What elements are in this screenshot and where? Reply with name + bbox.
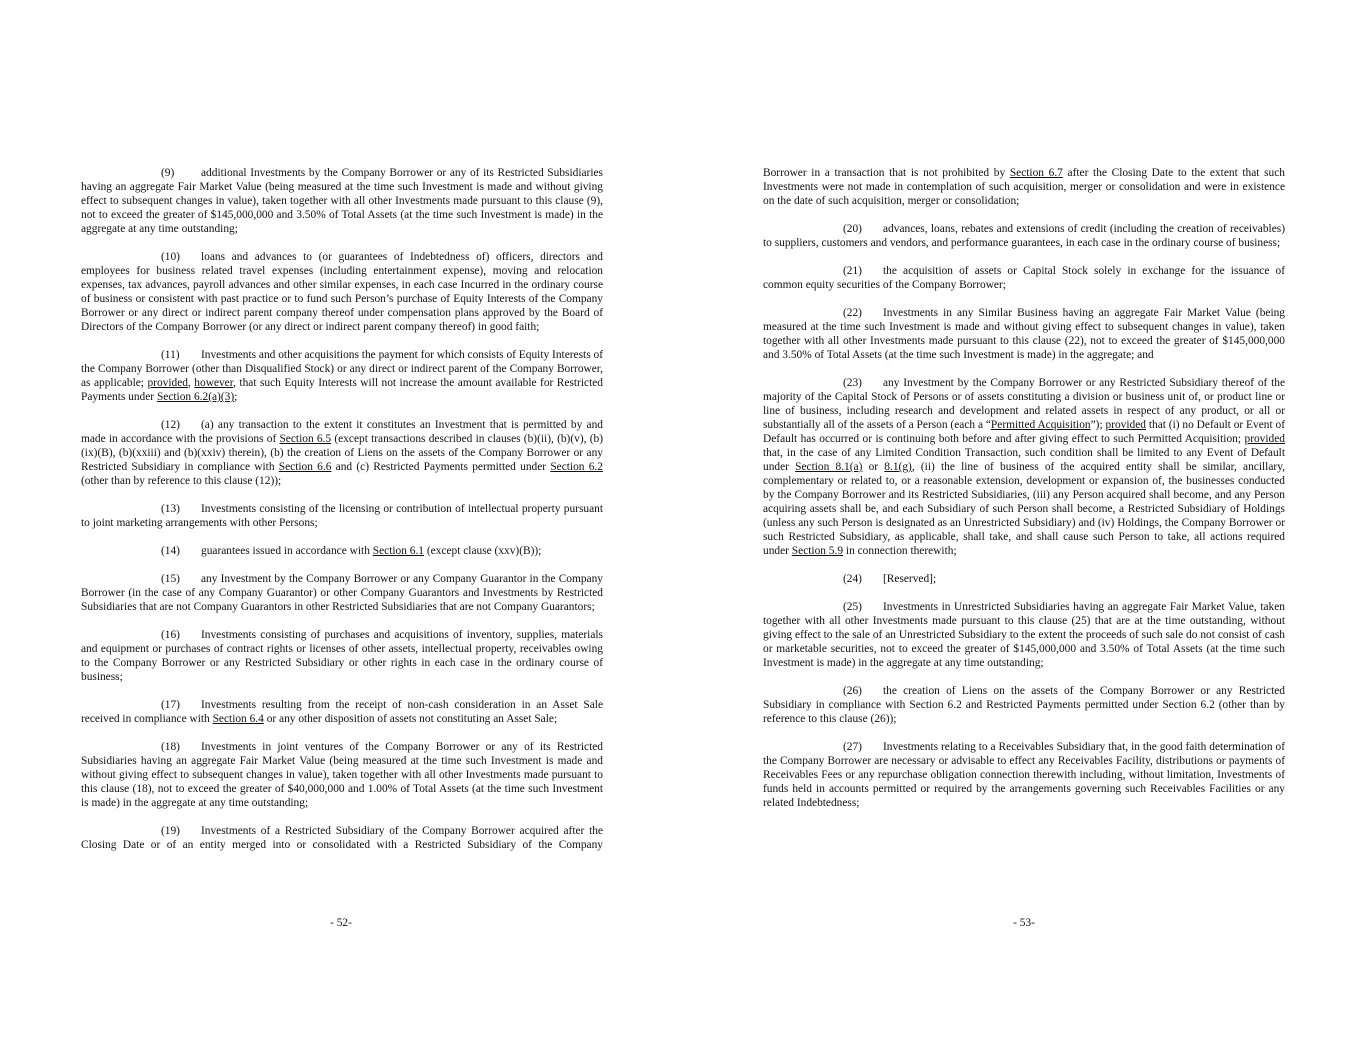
- page-53: [683, 0, 1365, 1055]
- clause-23: (23) any Investment by the Company Borrower or any Restricted Subsidiary thereof of the majority of the Capital Stock of Persons or of assets constituting a division or business unit of, or product line or line of business, including research and development and related assets in respect of any product, or all or substantially all of the assets of a Person (each a “Permitted Acquisition”); provided that (i) no Default or Event of Default has occurred or is continuing both before and after giving effect to such Permitted Acquisition; provided that, in the case of any Limited Condition Transaction, such condition shall be limited to any Event of Default under Section 8.1(a) or 8.1(g), (ii) the line of business of the acquired entity shall be similar, ancillary, complementary or related to, or a reasonable extension, development or expansion of, the businesses conducted by the Company Borrower and its Restricted Subsidiaries, (iii) any Person acquired shall become, and any Person acquiring assets shall be, and each Subsidiary of such Person shall become, a Restricted Subsidiary of Holdings (unless any such Person is designated as an Unrestricted Subsidiary) and (iv) Holdings, the Company Borrower or such Restricted Subsidiary, as applicable, shall take, and shall cause such Person to take, all actions required under Section 5.9 in connection therewith;: [763, 377, 1286, 557]
- clause-17: (17) Investments resulting from the receipt of non-cash consideration in an Asset Sale received in compliance with Section 6.4 or any other disposition of assets not constituting an Asset Sale;: [81, 699, 603, 725]
- permitted-acquisition-term: Permitted Acquisition: [990, 419, 1091, 431]
- clause-15: (15) any Investment by the Company Borrower or any Company Guarantor in the Company Borrower (in the case of any Company Guarantor) or other Company Guarantors and Investments by Restricted Subsidiaries that are not Company Guarantors in other Restricted Subsidiaries that are not Company Guarantors;: [81, 573, 603, 613]
- section-ref-6-2[interactable]: Section 6.2: [550, 461, 603, 473]
- clause-16: (16) Investments consisting of purchases and acquisitions of inventory, supplies, materials and equipment or purchases of contract rights or licenses of other assets, intellectual property, receivables owing to the Company Borrower or any Restricted Subsidiary or other rights in each case in the ordinary course of business;: [81, 629, 603, 683]
- section-ref-6-1[interactable]: Section 6.1: [372, 545, 425, 557]
- clause-19-continued: Borrower in a transaction that is not prohibited by Section 6.7 after the Closing Date to the extent that such Investments were not made in contemplation of such acquisition, merger or consolidation and were in existence on the date of such acquisition, merger or consolidation;: [763, 167, 1285, 207]
- provided-term: provided: [1244, 433, 1285, 445]
- clause-10: (10) loans and advances to (or guarantees of Indebtedness of) officers, directors and employees for business related travel expenses (including entertainment expense), moving and relocation expenses, tax advances, payroll advances and other similar expenses, in each case Incurred in the ordinary course of business or consistent with past practice or to fund such Person’s purchase of Equity Interests of the Company Borrower or any direct or indirect parent company thereof under compensation plans approved by the Board of Directors of the Company Borrower (or any direct or indirect parent company thereof) in good faith;: [81, 251, 603, 333]
- clause-25: (25) Investments in Unrestricted Subsidiaries having an aggregate Fair Market Value, taken together with all other Investments made pursuant to this clause (25) that are at the time outstanding, without giving effect to the sale of an Unrestricted Subsidiary to the extent the proceeds of such sale do not consist of cash or marketable securities, not to exceed the greater of $145,000,000 and 3.50% of Total Assets (at the time such Investment is made) in the aggregate at any time outstanding;: [763, 601, 1285, 669]
- section-ref-6-2-a-3[interactable]: Section 6.2(a)(3): [156, 391, 235, 403]
- section-ref-8-1-g[interactable]: 8.1(g): [884, 461, 912, 473]
- clause-26: (26) the creation of Liens on the assets of the Company Borrower or any Restricted Subsidiary in compliance with Section 6.2 and Restricted Payments permitted under Section 6.2 (other than by reference to this clause (26));: [763, 685, 1285, 725]
- clause-14: (14) guarantees issued in accordance with Section 6.1 (except clause (xxv)(B));: [161, 545, 542, 557]
- however-term: however: [194, 377, 234, 389]
- clause-12: (12) (a) any transaction to the extent it constitutes an Investment that is permitted by and made in accordance with the provisions of Section 6.5 (except transactions described in clauses (b)(ii), (b)(v), (b)(ix)(B), (b)(xxiii) and (b)(xxiv) therein), (b) the creation of Liens on the assets of the Company Borrower or any Restricted Subsidiary in compliance with Section 6.6 and (c) Restricted Payments permitted under Section 6.2 (other than by reference to this clause (12));: [81, 419, 603, 487]
- page-52-body: [81, 166, 603, 866]
- clause-18: (18) Investments in joint ventures of the Company Borrower or any of its Restricted Subsidiaries having an aggregate Fair Market Value (being measured at the time such Investment is made and without giving effect to subsequent changes in value), taken together with all other Investments made pursuant to this clause (18), not to exceed the greater of $40,000,000 and 1.00% of Total Assets (at the time such Investment is made) in the aggregate at any time outstanding;: [81, 741, 603, 809]
- clause-27: (27) Investments relating to a Receivables Subsidiary that, in the good faith determination of the Company Borrower are necessary or advisable to effect any Receivables Facility, distributions or payments of Receivables Fees or any repurchase obligation connection therewith including, without limitation, Investments of funds held in accounts permitted or required by the arrangements governing such Receivables Facilities or any related Indebtedness;: [763, 741, 1285, 809]
- page-52: [0, 0, 682, 1055]
- clause-20: (20) advances, loans, rebates and extensions of credit (including the creation of receivables) to suppliers, customers and vendors, and performance guarantees, in each case in the ordinary course of business;: [763, 223, 1285, 249]
- page-number: - 52-: [330, 917, 352, 929]
- clause-22: (22) Investments in any Similar Business having an aggregate Fair Market Value (being measured at the time such Investment is made and without giving effect to subsequent changes in value), taken together with all other Investments made pursuant to this clause (22), not to exceed the greater of $145,000,000 and 3.50% of Total Assets (at the time such Investment is made) in the aggregate; and: [763, 307, 1285, 361]
- clause-11: (11) Investments and other acquisitions the payment for which consists of Equity Interests of the Company Borrower (other than Disqualified Stock) or any direct or indirect parent of the Company Borrower, as applicable; provided, however, that such Equity Interests will not increase the amount available for Restricted Payments under Section 6.2(a)(3);: [81, 349, 603, 403]
- page-number: - 53-: [1013, 917, 1035, 929]
- clause-13: (13) Investments consisting of the licensing or contribution of intellectual property pursuant to joint marketing arrangements with other Persons;: [81, 503, 603, 529]
- section-ref-6-5[interactable]: Section 6.5: [279, 433, 332, 445]
- page-53-body: [763, 166, 1285, 824]
- clause-24: (24) [Reserved];: [843, 573, 937, 585]
- section-ref-8-1-a[interactable]: Section 8.1(a): [795, 461, 863, 473]
- clause-21: (21) the acquisition of assets or Capital Stock solely in exchange for the issuance of common equity securities of the Company Borrower;: [763, 265, 1285, 291]
- clause-19: (19) Investments of a Restricted Subsidiary of the Company Borrower acquired after the Closing Date or of an entity merged into or consolidated with a Restricted Subsidiary of the Company: [81, 825, 603, 851]
- section-ref-6-6[interactable]: Section 6.6: [278, 461, 332, 473]
- section-ref-5-9[interactable]: Section 5.9: [791, 545, 844, 557]
- provided-term: provided: [1105, 419, 1146, 431]
- section-ref-6-4[interactable]: Section 6.4: [212, 713, 264, 725]
- section-ref-6-7[interactable]: Section 6.7: [1009, 167, 1063, 179]
- provided-term: provided: [147, 377, 188, 389]
- clause-9: (9) additional Investments by the Company Borrower or any of its Restricted Subsidiaries having an aggregate Fair Market Value (being measured at the time such Investment is made and without giving effect to subsequent changes in value), taken together with all other Investments made pursuant to this clause (9), not to exceed the greater of $145,000,000 and 3.50% of Total Assets (at the time such Investment is made) in the aggregate at any time outstanding;: [81, 167, 603, 235]
